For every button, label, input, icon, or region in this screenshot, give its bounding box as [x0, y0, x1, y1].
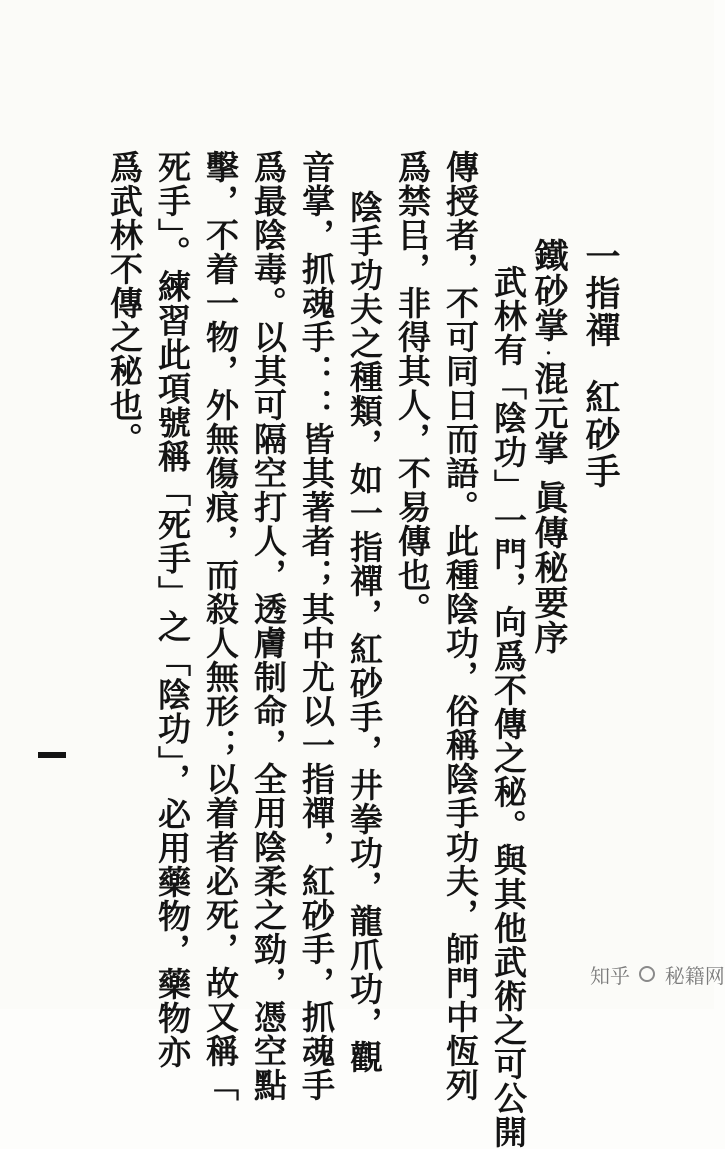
watermark: [590, 960, 725, 989]
title-preface: 眞傳秘要序: [528, 480, 568, 655]
body-column-1: 武林有「陰功」一門，向爲不傳之秘。與其他武術之可公開: [489, 265, 528, 1149]
title-yizhichan: 一指禪: [580, 238, 621, 349]
page-number: [38, 752, 66, 758]
title-line-1: [580, 238, 620, 490]
title-dot: ·: [538, 343, 559, 365]
watermark-brand: 知乎: [590, 964, 630, 988]
body-column-7: 擊，不着一物，外無傷痕，而殺人無形；以着者必死，故又稱「: [201, 150, 240, 1102]
body-column-5: 音掌，抓魂手：：皆其著者；其中尤以一指禪，紅砂手，抓魂手: [297, 150, 336, 1102]
body-column-8: 死手」。練習此項號稱「死手」之「陰功」，必用藥物，藥物亦: [153, 150, 192, 1069]
body-column-6: 爲最陰毒。以其可隔空打人，透膚制命，全用陰柔之勁，憑空點: [249, 150, 288, 1102]
body-column-9: 爲武林不傳之秘也。: [105, 150, 144, 456]
watermark-account: 秘籍网: [664, 964, 725, 988]
body-column-4: 陰手功夫之種類，如一指禪，紅砂手，井拳功，龍爪功，觀: [345, 190, 384, 1074]
at-icon: [639, 966, 655, 982]
title-line-2: [528, 238, 568, 655]
title-hongshashou: 紅砂手: [580, 379, 621, 490]
title-tieshazhang: 鐵砂掌: [528, 238, 568, 343]
body-column-2: 傳授者，不可同日而語。此種陰功，俗稱陰手功夫，師門中恆列: [441, 150, 480, 1102]
title-hunyuanzhang: 混元掌: [528, 361, 568, 466]
body-column-3: 爲禁㠯，非得其人，不易傳也。: [393, 150, 432, 626]
